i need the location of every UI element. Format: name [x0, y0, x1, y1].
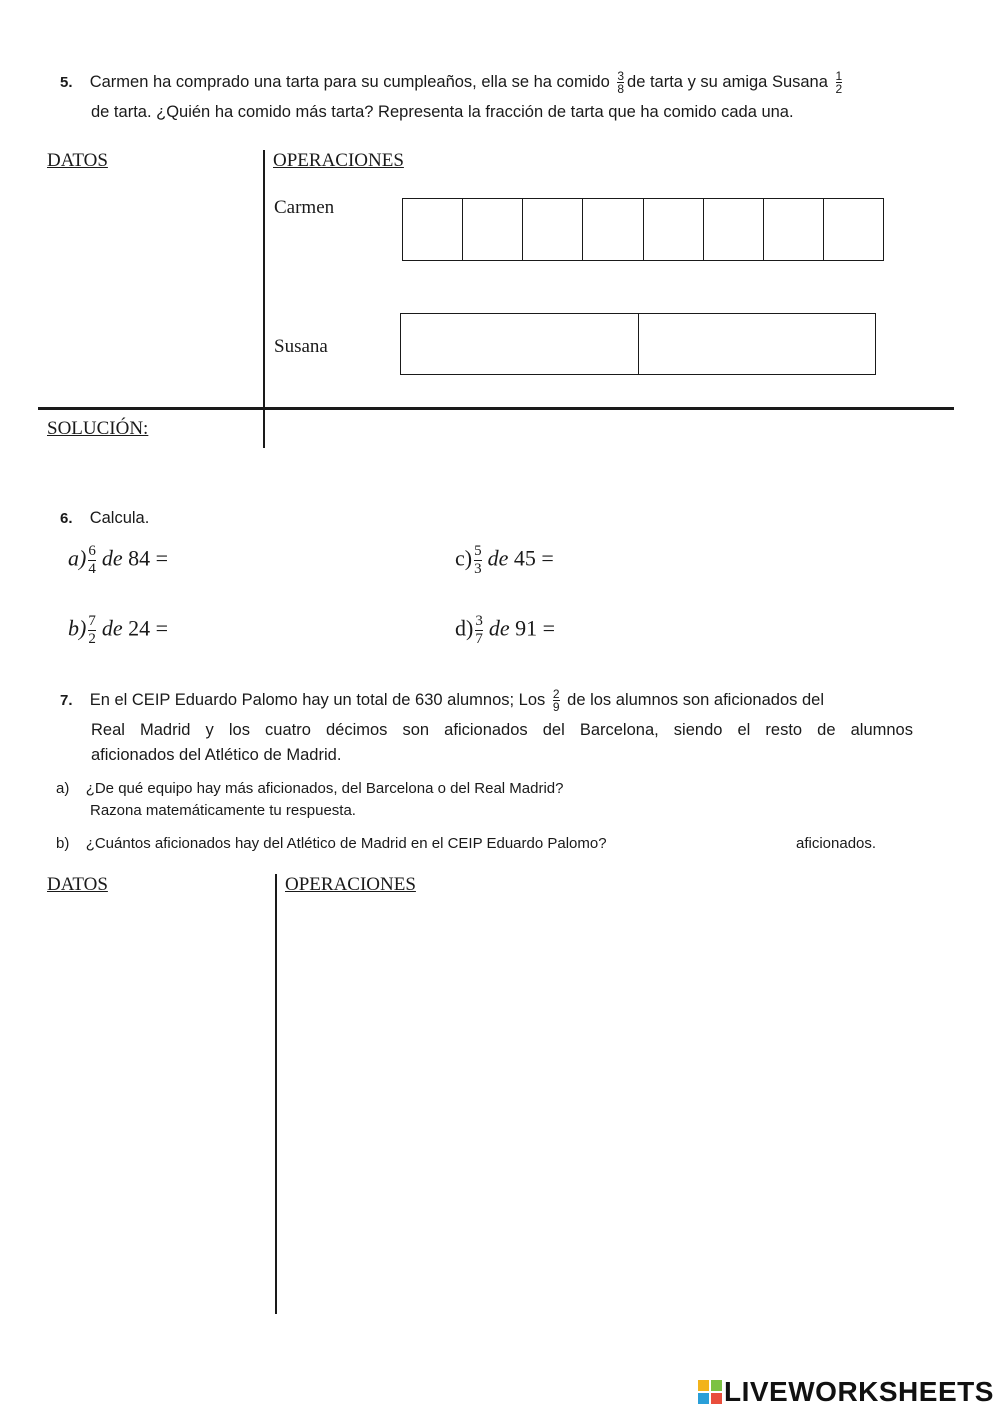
fraction-numerator: 5: [474, 543, 482, 559]
q5-operaciones-heading: OPERACIONES: [273, 150, 404, 171]
item-value: 84 =: [128, 545, 169, 571]
item-fraction: [88, 614, 96, 647]
item-value: 24 =: [128, 615, 169, 641]
fraction-denominator: 2: [835, 82, 843, 97]
q6-item-a: [68, 544, 168, 577]
q5-divider-vertical: [263, 150, 265, 448]
fraction-numerator: 2: [552, 687, 560, 702]
item-label: d): [455, 615, 474, 641]
sub-a-text: ¿De qué equipo hay más aficionados, del Barcelona o del Real Madrid?: [85, 780, 564, 797]
q5-number: 5.: [60, 74, 73, 91]
susana-fraction-box[interactable]: [400, 313, 876, 375]
q7-fraction: [553, 688, 560, 713]
sub-b-label: b): [56, 835, 70, 852]
q7-number: 7.: [60, 692, 73, 709]
q5-datos-heading: DATOS: [47, 150, 108, 171]
fraction-numerator: 3: [617, 69, 625, 84]
q7-sub-a-line2: Razona matemáticamente tu respuesta.: [90, 802, 356, 819]
susana-cell-1[interactable]: [401, 314, 639, 374]
fraction-denominator: 8: [617, 82, 625, 97]
fraction-numerator: 7: [88, 613, 96, 629]
q5-divider-horizontal: [38, 407, 954, 410]
item-label: c): [455, 545, 473, 571]
carmen-cell-3[interactable]: [523, 199, 583, 260]
fraction-denominator: 3: [474, 561, 482, 577]
fraction-denominator: 4: [88, 561, 96, 577]
fraction-numerator: 1: [835, 69, 843, 84]
item-fraction: [475, 614, 483, 647]
fraction-numerator: 6: [88, 543, 96, 559]
carmen-cell-4[interactable]: [583, 199, 643, 260]
item-label: a): [68, 545, 87, 571]
susana-cell-2[interactable]: [639, 314, 876, 374]
logo-blocks-icon: [698, 1380, 722, 1404]
q7-line2: Real Madrid y los cuatro décimos son aficionados del Barcelona, siendo el resto de alumnos: [91, 721, 913, 739]
q5-text-part2: de tarta y su amiga Susana: [627, 73, 828, 91]
carmen-cell-6[interactable]: [704, 199, 764, 260]
item-fraction: [474, 544, 482, 577]
sub-a-label: a): [56, 780, 70, 797]
q7-datos-heading: DATOS: [47, 874, 108, 895]
carmen-label: Carmen: [274, 197, 335, 218]
q5-fraction-carmen: [617, 70, 624, 95]
item-de: de: [101, 615, 123, 641]
carmen-cell-1[interactable]: [403, 199, 463, 260]
carmen-cell-2[interactable]: [463, 199, 523, 260]
carmen-fraction-box[interactable]: [402, 198, 884, 261]
item-de: de: [487, 545, 509, 571]
logo-text: LIVEWORKSHEETS: [724, 1376, 994, 1407]
q5-line2: de tarta. ¿Quién ha comido más tarta? Representa la fracción de tarta que ha comido cada una.: [91, 103, 794, 121]
q7-answer-unit: aficionados.: [796, 835, 877, 852]
q6-number: 6.: [60, 510, 73, 527]
susana-label: Susana: [274, 336, 328, 357]
q5-fraction-susana: [836, 70, 843, 95]
q7-sub-b: [56, 832, 607, 855]
item-value: 45 =: [513, 545, 554, 571]
q6-title: [60, 504, 149, 533]
fraction-numerator: 3: [475, 613, 483, 629]
item-label: b): [68, 615, 87, 641]
q7-divider-vertical: [275, 874, 277, 1314]
q7-line3: aficionados del Atlético de Madrid.: [91, 746, 342, 764]
q5-solucion-heading: SOLUCIÓN:: [47, 418, 149, 439]
sub-b-text: ¿Cuántos aficionados hay del Atlético de Madrid en el CEIP Eduardo Palomo?: [85, 835, 607, 852]
carmen-cell-5[interactable]: [644, 199, 704, 260]
fraction-denominator: 7: [475, 631, 483, 647]
q6-item-d: [455, 614, 555, 647]
q7-sub-a: [56, 777, 563, 800]
item-de: de: [101, 545, 123, 571]
q5-text-part1: Carmen ha comprado una tarta para su cumpleaños, ella se ha comido: [89, 73, 610, 91]
item-value: 91 =: [515, 615, 556, 641]
liveworksheets-logo[interactable]: [698, 1376, 994, 1408]
q5-statement: [60, 68, 940, 97]
item-de: de: [488, 615, 510, 641]
carmen-cell-7[interactable]: [764, 199, 824, 260]
carmen-cell-8[interactable]: [824, 199, 883, 260]
fraction-denominator: 9: [552, 700, 560, 715]
q7-text-part1: En el CEIP Eduardo Palomo hay un total de 630 alumnos; Los: [89, 691, 546, 709]
item-fraction: [88, 544, 96, 577]
q7-statement: [60, 686, 940, 715]
fraction-denominator: 2: [88, 631, 96, 647]
q6-item-c: [455, 544, 554, 577]
q6-title-text: Calcula.: [89, 509, 150, 527]
q7-operaciones-heading: OPERACIONES: [285, 874, 416, 895]
q7-text-part2: de los alumnos son aficionados del: [567, 691, 824, 709]
q6-item-b: [68, 614, 168, 647]
